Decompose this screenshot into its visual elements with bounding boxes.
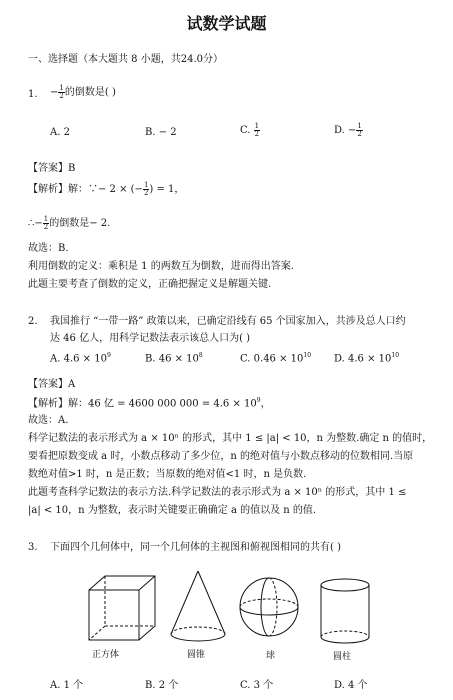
fraction: $\frac{1}{2}$ bbox=[59, 84, 64, 100]
caption-cone: 圆锥 bbox=[187, 650, 206, 660]
fraction: $\frac{1}{2}$ bbox=[143, 181, 149, 197]
q2-stem-line1: 我国推行 “一带一路” 政策以来，已确定沿线有 65 个国家加入，共涉及总人口约 bbox=[50, 316, 406, 327]
q3-option-c: C. 3 个 bbox=[240, 680, 274, 691]
q2-explanation-5: |a| < 10，n 为整数，表示时关键要正确确定 a 的值以及 n 的值. bbox=[28, 505, 317, 516]
q3-option-a: A. 1 个 bbox=[50, 680, 84, 691]
q2-conclusion: 故选：A. bbox=[28, 415, 69, 426]
fraction: $\frac{1}{2}$ bbox=[43, 215, 49, 231]
fraction: $\frac{1}{2}$ bbox=[254, 122, 260, 138]
q1-number: 1. bbox=[28, 89, 38, 100]
q1-analysis-line1: 【解析】解：∵− 2 × (− $\frac{1}{2}$ ) = 1， bbox=[28, 181, 185, 197]
q2-analysis: 【解析】解：46 亿 = 4600 000 $000 = 4.6 \times 10^9$， bbox=[28, 397, 271, 410]
q1-explanation-2: 此题主要考查了倒数的定义，正确把握定义是解题关键. bbox=[28, 279, 272, 290]
q1-analysis-line2: ∴− $\frac{1}{2}$ 的倒数是− 2. bbox=[28, 215, 111, 231]
q1-option-b: B. − 2 bbox=[145, 127, 177, 138]
cone-figure bbox=[168, 568, 228, 644]
q2-explanation-3: 数绝对值>1 时，n 是正数；当原数的绝对值<1 时，n 是负数. bbox=[28, 469, 307, 480]
q2-explanation-2: 要看把原数变成 a 时，小数点移动了多少位，n 的绝对值与小数点移动的位数相同.当原 bbox=[28, 451, 414, 462]
caption-cylinder: 圆柱 bbox=[333, 652, 352, 662]
caption-sphere: 球 bbox=[266, 651, 276, 661]
q1-explanation-1: 利用倒数的定义：乘积是 1 的两数互为倒数，进而得出答案. bbox=[28, 261, 294, 272]
q3-stem: 下面四个几何体中，同一个几何体的主视图和俯视图相同的共有( ) bbox=[50, 542, 341, 553]
sphere-figure bbox=[238, 574, 300, 640]
caption-cube: 正方体 bbox=[92, 650, 120, 660]
q1-conclusion: 故选：B. bbox=[28, 243, 69, 254]
q1-option-a: A. 2 bbox=[50, 127, 70, 138]
q2-option-d: D. $4.6 \times 10^{10}$ bbox=[334, 352, 400, 365]
q1-stem: − $\frac{1}{2}$ 的倒数是( ) bbox=[50, 84, 116, 100]
q3-option-d: D. 4 个 bbox=[334, 680, 368, 691]
q2-option-b: B. $46 \times 10^8$ bbox=[145, 352, 203, 365]
q3-number: 3. bbox=[28, 542, 38, 553]
section-heading: 一、选择题（本大题共 8 小题，共24.0分） bbox=[28, 54, 223, 65]
q2-number: 2. bbox=[28, 316, 38, 327]
q2-option-c: C. $0.46 \times 10^{10}$ bbox=[240, 352, 312, 365]
q1-answer: 【答案】B bbox=[28, 163, 76, 174]
q2-explanation-4: 此题考查科学记数法的表示方法.科学记数法的表示形式为 a × 10ⁿ 的形式，其中 1 ≤ bbox=[28, 487, 407, 498]
q1-option-c: C. $\frac{1}{2}$ bbox=[240, 122, 260, 138]
fraction: $\frac{1}{2}$ bbox=[357, 122, 362, 138]
page-title: 试数学试题 bbox=[186, 14, 267, 33]
q2-explanation-1: 科学记数法的表示形式为 a × 10ⁿ 的形式，其中 1 ≤ |a| < 10，n 为整数.确定 n 的值时， bbox=[28, 433, 433, 444]
cylinder-figure bbox=[318, 577, 372, 647]
q2-stem-line2: 达 46 亿人，用科学记数法表示该总人口为( ) bbox=[50, 333, 251, 344]
cube-figure bbox=[85, 572, 159, 642]
q1-option-d: D. − $\frac{1}{2}$ bbox=[334, 122, 362, 138]
q2-answer: 【答案】A bbox=[28, 379, 76, 390]
q2-option-a: A. $4.6 \times 10^9$ bbox=[50, 352, 111, 365]
q3-option-b: B. 2 个 bbox=[145, 680, 179, 691]
